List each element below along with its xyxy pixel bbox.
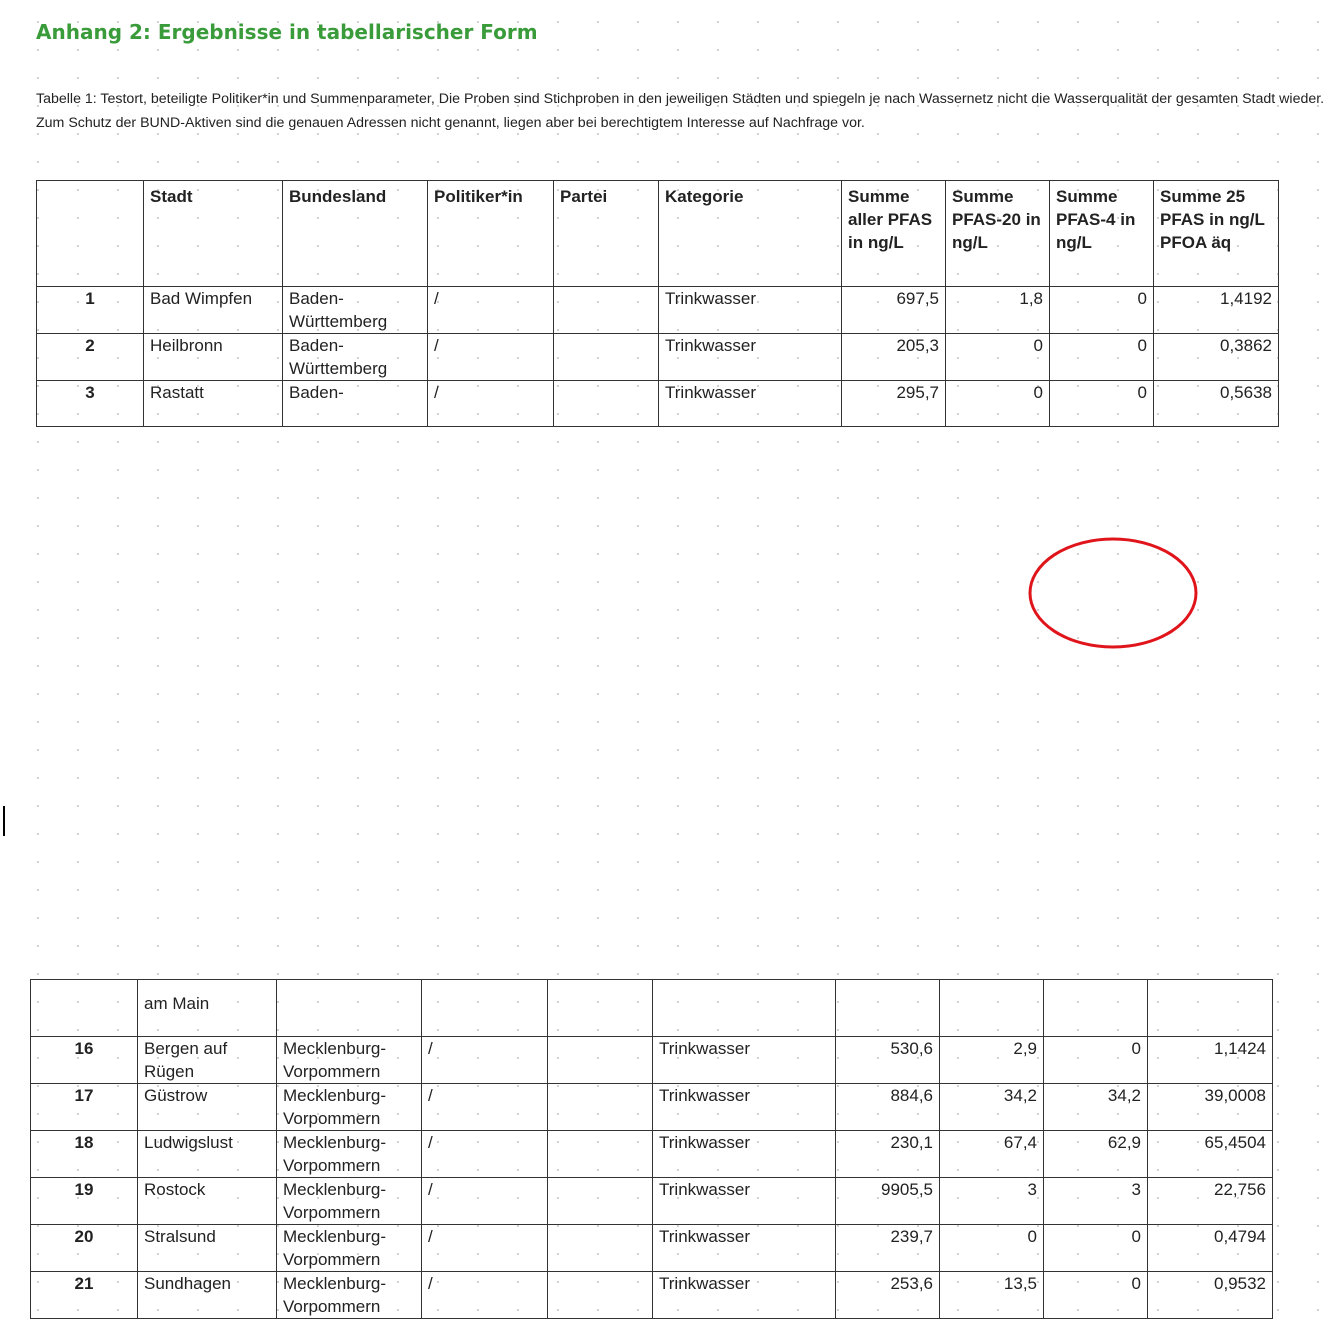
cell-sum-25: 1,1424 (1148, 1037, 1273, 1084)
cell-sum-20: 13,5 (940, 1272, 1044, 1319)
cell-nr: 3 (37, 381, 144, 427)
cell-pol: / (422, 1131, 548, 1178)
cell-partei (548, 1084, 653, 1131)
cell-partei (554, 334, 659, 381)
cell-sum-4: 0 (1044, 1225, 1148, 1272)
cell-sum-25 (1148, 980, 1273, 1037)
cell-sum-all (836, 980, 940, 1037)
cell-sum-all: 295,7 (842, 381, 946, 427)
header-cell: Summe 25 PFAS in ng/L PFOA äq (1154, 181, 1279, 287)
cell-kat: Trinkwasser (659, 334, 842, 381)
cell-sum-4: 34,2 (1044, 1084, 1148, 1131)
cell-sum-20: 3 (940, 1178, 1044, 1225)
cell-land (277, 980, 422, 1037)
table-row (37, 381, 1279, 427)
cell-nr: 21 (31, 1272, 138, 1319)
table-row (31, 1084, 1273, 1131)
cell-pol: / (422, 1225, 548, 1272)
cell-stadt: Heilbronn (144, 334, 283, 381)
cell-partei (548, 1225, 653, 1272)
cell-sum-4 (1044, 980, 1148, 1037)
table-header-row (37, 181, 1279, 287)
cell-sum-20: 1,8 (946, 287, 1050, 334)
cell-stadt: Ludwigslust (138, 1131, 277, 1178)
table-row (37, 334, 1279, 381)
cell-kat: Trinkwasser (653, 1178, 836, 1225)
cell-stadt: Bad Wimpfen (144, 287, 283, 334)
cell-sum-4: 0 (1044, 1272, 1148, 1319)
cell-land: Mecklenburg-Vorpommern (277, 1272, 422, 1319)
header-cell (37, 181, 144, 287)
cell-nr: 2 (37, 334, 144, 381)
header-cell: Partei (554, 181, 659, 287)
cell-stadt: Stralsund (138, 1225, 277, 1272)
cell-land: Mecklenburg-Vorpommern (277, 1037, 422, 1084)
cell-nr: 17 (31, 1084, 138, 1131)
cell-kat (653, 980, 836, 1037)
cell-sum-all: 253,6 (836, 1272, 940, 1319)
header-cell: Summe PFAS-20 in ng/L (946, 181, 1050, 287)
cell-kat: Trinkwasser (659, 287, 842, 334)
cell-nr: 19 (31, 1178, 138, 1225)
table-row (37, 287, 1279, 334)
results-table-top (36, 180, 1279, 427)
table-row (31, 1225, 1273, 1272)
table-row (31, 1272, 1273, 1319)
table-row-continuation (31, 980, 1273, 1037)
cell-sum-all: 239,7 (836, 1225, 940, 1272)
header-cell: Summe aller PFAS in ng/L (842, 181, 946, 287)
cell-sum-4: 0 (1044, 1037, 1148, 1084)
cell-sum-20: 0 (946, 381, 1050, 427)
cell-sum-25: 65,4504 (1148, 1131, 1273, 1178)
cell-kat: Trinkwasser (653, 1037, 836, 1084)
cell-partei (548, 1131, 653, 1178)
cell-kat: Trinkwasser (653, 1225, 836, 1272)
cell-sum-all: 530,6 (836, 1037, 940, 1084)
cell-sum-25: 0,3862 (1154, 334, 1279, 381)
cell-partei (554, 381, 659, 427)
cell-kat: Trinkwasser (659, 381, 842, 427)
cell-sum-all: 9905,5 (836, 1178, 940, 1225)
table-row (31, 1178, 1273, 1225)
cell-nr (31, 980, 138, 1037)
cell-sum-20: 34,2 (940, 1084, 1044, 1131)
header-cell: Kategorie (659, 181, 842, 287)
cell-sum-20: 0 (940, 1225, 1044, 1272)
cell-sum-20: 0 (946, 334, 1050, 381)
cell-kat: Trinkwasser (653, 1131, 836, 1178)
cell-land: Baden-Württemberg (283, 287, 428, 334)
cell-land: Mecklenburg-Vorpommern (277, 1084, 422, 1131)
cell-stadt: Rastatt (144, 381, 283, 427)
cell-stadt: am Main (138, 980, 277, 1037)
cell-land: Mecklenburg-Vorpommern (277, 1225, 422, 1272)
table-bottom-fragment (0, 494, 1314, 1316)
cell-sum-4: 0 (1050, 381, 1154, 427)
cell-sum-4: 0 (1050, 287, 1154, 334)
cell-pol (422, 980, 548, 1037)
cell-sum-4: 0 (1050, 334, 1154, 381)
table-caption: Tabelle 1: Testort, beteiligte Politiker*in und Summenparameter, Die Proben sind Stichproben in den jeweiligen Städten und spiegeln je nach Wassernetz nicht die Wasserqualität der gesamten Stadt wieder. Zum Schutz der BUND-Aktiven sind die genauen Adressen nicht genannt, liegen aber bei berechtigtem Interesse auf Nachfrage vor. (36, 91, 1325, 131)
header-cell: Summe PFAS-4 in ng/L (1050, 181, 1154, 287)
cell-sum-20: 67,4 (940, 1131, 1044, 1178)
cell-sum-all: 697,5 (842, 287, 946, 334)
table-row (31, 1037, 1273, 1084)
cell-sum-25: 1,4192 (1154, 287, 1279, 334)
cell-pol: / (428, 334, 554, 381)
cell-stadt: Rostock (138, 1178, 277, 1225)
results-table-bottom (30, 979, 1273, 1319)
table-row (31, 1131, 1273, 1178)
cell-pol: / (428, 287, 554, 334)
page-heading: Anhang 2: Ergebnisse in tabellarischer Form (36, 20, 538, 44)
cell-sum-25: 22,756 (1148, 1178, 1273, 1225)
cell-sum-25: 0,5638 (1154, 381, 1279, 427)
cell-nr: 16 (31, 1037, 138, 1084)
cell-sum-20 (940, 980, 1044, 1037)
cell-partei (548, 980, 653, 1037)
cell-sum-25: 0,9532 (1148, 1272, 1273, 1319)
cell-sum-20: 2,9 (940, 1037, 1044, 1084)
header-cell: Bundesland (283, 181, 428, 287)
cell-stadt: Bergen auf Rügen (138, 1037, 277, 1084)
cell-pol: / (428, 381, 554, 427)
cell-sum-4: 3 (1044, 1178, 1148, 1225)
cell-sum-all: 884,6 (836, 1084, 940, 1131)
cell-sum-4: 62,9 (1044, 1131, 1148, 1178)
cell-nr: 1 (37, 287, 144, 334)
header-cell: Politiker*in (428, 181, 554, 287)
cell-land: Baden-Württemberg (283, 334, 428, 381)
cell-pol: / (422, 1084, 548, 1131)
cell-sum-all: 205,3 (842, 334, 946, 381)
cell-sum-25: 0,4794 (1148, 1225, 1273, 1272)
cell-sum-all: 230,1 (836, 1131, 940, 1178)
cell-land: Mecklenburg-Vorpommern (277, 1131, 422, 1178)
cell-sum-25: 39,0008 (1148, 1084, 1273, 1131)
cell-partei (554, 287, 659, 334)
cell-land: Mecklenburg-Vorpommern (277, 1178, 422, 1225)
cell-stadt: Güstrow (138, 1084, 277, 1131)
header-cell: Stadt (144, 181, 283, 287)
cell-kat: Trinkwasser (653, 1272, 836, 1319)
cell-pol: / (422, 1037, 548, 1084)
text-cursor (3, 806, 5, 836)
cell-nr: 18 (31, 1131, 138, 1178)
table-top-fragment (0, 0, 1314, 406)
cell-nr: 20 (31, 1225, 138, 1272)
cell-partei (548, 1178, 653, 1225)
cell-pol: / (422, 1272, 548, 1319)
cell-pol: / (422, 1178, 548, 1225)
cell-kat: Trinkwasser (653, 1084, 836, 1131)
cell-stadt: Sundhagen (138, 1272, 277, 1319)
cell-partei (548, 1272, 653, 1319)
cell-partei (548, 1037, 653, 1084)
cell-land: Baden- (283, 381, 428, 427)
